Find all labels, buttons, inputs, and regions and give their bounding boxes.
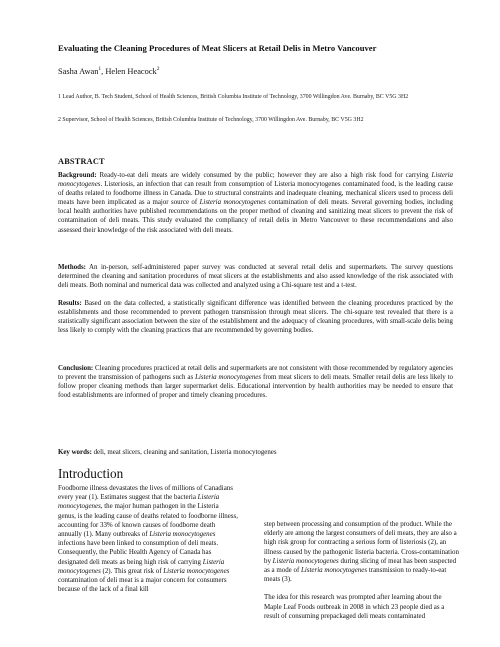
background-label: Background: [58, 172, 97, 179]
abstract-methods [58, 263, 453, 290]
abstract-results [58, 299, 453, 335]
introduction-heading: Introduction [58, 466, 124, 481]
author-1-mark: 1 [98, 66, 102, 73]
author-2-name: Helen Heacock [105, 67, 157, 76]
author-separator: , [101, 67, 106, 76]
paper-title: Evaluating the Cleaning Procedures of Meat Slicers at Retail Delis in Metro Vancouver [58, 43, 377, 53]
abstract-background [58, 171, 453, 235]
abstract-conclusion [58, 364, 453, 400]
intro-right-text-3: transmission to ready-to-eat meats (3). [264, 566, 447, 584]
affiliation-1-mark: 1 [58, 94, 61, 100]
author-1-name: Sasha Awan [58, 67, 99, 76]
affiliation-2-mark: 2 [58, 117, 61, 123]
intro-left-text-2: , the major human pathogen in the Listeria genus, is the leading cause of deaths related to foodborne illness, accounting for 33% of known causes of foodborne death annually (1). Many outbreaks of [58, 502, 238, 539]
intro-left-text-3: infections have been linked to consumption of deli meats. Consequently, the Public Health Agency of Canada has designated deli meats as being high risk of carrying [58, 539, 219, 566]
intro-left-column [58, 484, 238, 594]
affiliation-2-text: Supervisor, School of Health Sciences, British Columbia Institute of Technology, 3700 Willingdon Ave. Burnaby, BC V5G 3H2 [60, 117, 364, 123]
intro-right-species-2: Listeria monocytogenes [301, 566, 368, 575]
background-species-2: Listeria monocytogenes [199, 199, 266, 207]
intro-left-text-1: Foodborne illness devastates the lives of millions of Canadians every year (1). Estimates suggest that the bacteria [58, 484, 233, 502]
methods-label: Methods: [58, 264, 86, 271]
intro-left-species-2: Listeria monocytogenes [149, 530, 216, 539]
intro-paragraph-2 [264, 520, 460, 584]
results-label: Results: [58, 300, 82, 307]
intro-right-text-1: step between processing and consumption of the product. While the elderly are among the largest consumers of deli meats, they are also a high risk group for contracting a serious form of listeriosis (2), an illness caused by the pathogenic listeria bacteria. Cross-contamination by [264, 520, 459, 565]
intro-right-column [264, 520, 460, 621]
author-2-mark: 2 [156, 66, 160, 73]
conclusion-label: Conclusion: [58, 365, 94, 372]
intro-right-text-2: during slicing of meat has been suspected as a mode of [264, 556, 457, 575]
intro-left-text-5: contamination of deli meat is a major concern for consumers because of the lack of a final kill [58, 576, 227, 594]
keywords-text: deli, meat slicers, cleaning and sanitation, Listeria monocytogenes [91, 449, 277, 456]
abstract-heading: ABSTRACT [58, 157, 105, 166]
background-text-2: . Listeriosis, an infection that can result from consumption of Listeria monocytogenes contaminated food, is the leading cause of deaths related to foodborne illness in Canada. Due to structural constraints and inadequate cleaning, mechanical slicers used to process deli meats have been implicated as a major source of [58, 181, 453, 207]
intro-right-species-1: Listeria monocytogenes [272, 556, 339, 565]
conclusion-text-1: Cleaning procedures practiced at retail delis and supermarkets are not consistent with those recommended by regulatory agencies to prevent the transmission of pathogens such as [58, 365, 453, 382]
results-text: Based on the data collected, a statistically significant difference was identified between the cleaning procedures practiced by the establishments and those recommended to prevent pathogen transmission through meat slicers. The chi-square test revealed that there is a statistically significant association between the size of the establishment and the adequacy of cleaning procedures, with small-scale delis being less likely to comply with the cleaning practices that are recommended by governing bodies. [58, 300, 453, 335]
intro-left-species-1: Listeria monocytogenes [58, 493, 220, 511]
background-text-1: Ready-to-eat deli meats are widely consumed by the public; however they are also a high risk food for carrying [96, 172, 432, 179]
intro-left-text-4: (2). This great risk of [100, 566, 164, 575]
affiliation-1-text: Lead Author, B. Tech Student, School of Health Sciences, British Columbia Institute of Technology, 3700 Willingdon Ave. Burnaby, BC V5G 3H2 [60, 94, 409, 100]
keywords-label: Key words: [58, 449, 92, 456]
background-text-3: contamination of deli meats. Several governing bodies, including local health authorities have published recommendations on the proper method of cleaning and sanitizing meat slicers to prevent the risk of contamination of deli meats. This study evaluated the compliancy of retail delis in Metro Vancouver to these recommendations and also assessed their knowledge of the risk associated with deli meats. [58, 199, 453, 234]
affiliation-2 [58, 116, 458, 125]
methods-text: An in-person, self-administered paper survey was conducted at several retail delis and supermarkets. The survey questions determined the cleaning and sanitation procedures of meat slicers at the establishments and also assed knowledge of the risk associated with deli meats. Both nominal and numerical data was collected and analyzed using a Chi-square test and a t-test. [58, 264, 453, 290]
keywords [58, 449, 277, 456]
intro-paragraph-1 [58, 484, 238, 594]
intro-left-species-4: Listeria monocytogenes [163, 566, 230, 575]
intro-left-species-3: Listeria monocytogenes [58, 557, 225, 575]
intro-paragraph-3: The idea for this research was prompted after learning about the Maple Leaf Foods outbreak in 2008 in which 23 people died as a result of consuming prepackaged deli meats contaminated [264, 593, 445, 620]
affiliation-1 [58, 93, 458, 102]
conclusion-species: Listeria monocytogenes [195, 374, 262, 382]
background-species-1: Listeria monocytogenes [58, 172, 453, 189]
conclusion-text-2: from meat slicers to deli meats. Smaller retail delis are less likely to follow proper cleaning methods than larger supermarket delis. Educational intervention by health authorities may be needed to ensure that food establishments are informed of proper and timely cleaning procedures. [58, 374, 454, 400]
author-line [58, 67, 159, 76]
